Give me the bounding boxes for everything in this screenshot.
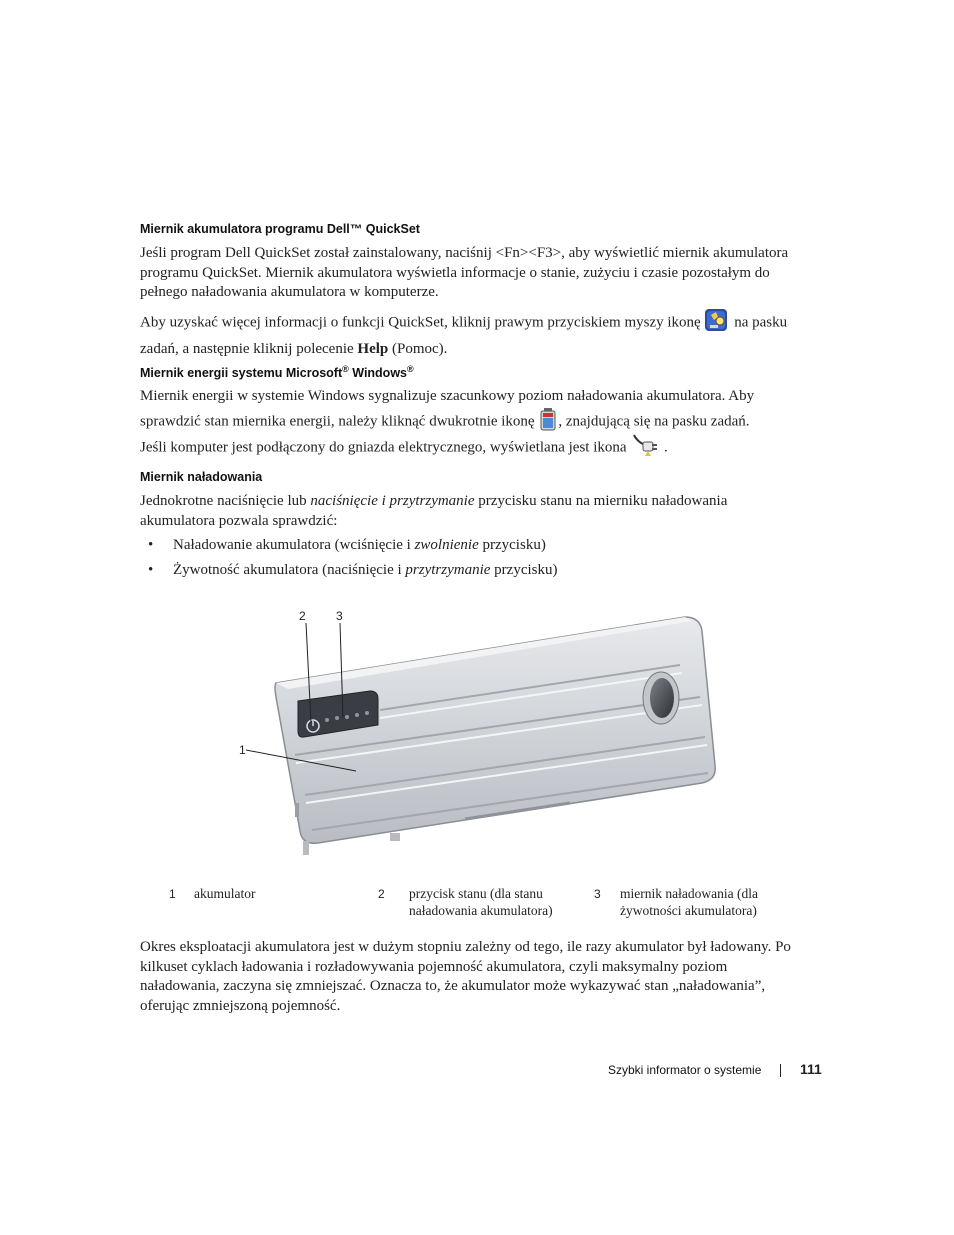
text-segment: Aby uzyskać więcej informacji o funkcji QuickSet, kliknij prawym przyciskiem myszy ikonę (140, 314, 701, 331)
text-segment: (Pomoc). (392, 340, 448, 357)
quickset-icon (704, 307, 730, 340)
italic-segment: naciśnięcie i przytrzymanie (310, 493, 475, 509)
battery-illustration (230, 605, 720, 870)
text-segment: Jeśli komputer jest podłączony do gniazda elektrycznego, wyświetlana jest ikona (140, 439, 627, 456)
text-segment: , znajdującą się na pasku zadań. (558, 413, 750, 430)
legend-num: 2 (378, 887, 385, 901)
text-segment: Żywotność akumulatora (naciśnięcie i (173, 562, 402, 578)
bullet-marker: • (148, 562, 154, 578)
callout-2: 2 (299, 609, 306, 623)
ac-power-icon (630, 432, 660, 465)
ac-power-paragraph (140, 432, 800, 465)
text-segment: Jednokrotne naciśnięcie lub (140, 493, 307, 509)
text-segment: Miernik energii w systemie Windows sygnalizuje szacunkowy poziom naładowania akumulatora. Aby sprawdzić stan miernika energii, należy kliknąć dwukrotnie ikonę (140, 388, 755, 430)
heading-windows-power-meter (140, 364, 414, 380)
text-segment: przycisku stanu na mierniku naładowania akumulatora pozwala sprawdzić: (140, 493, 728, 529)
callout-1: 1 (239, 743, 246, 757)
registered-mark: ® (342, 364, 349, 374)
text-segment: Naładowanie akumulatora (wciśnięcie i (173, 537, 411, 553)
legend-text: akumulator (194, 886, 256, 901)
bullet-marker: • (148, 537, 154, 553)
footer-title: Szybki informator o systemie (608, 1063, 762, 1077)
quickset-help-paragraph (140, 307, 800, 359)
legend-num: 3 (594, 887, 601, 901)
footer-divider (780, 1064, 781, 1077)
battery-figure (230, 605, 720, 870)
italic-segment: przytrzymanie (405, 562, 491, 578)
legend-num: 1 (169, 887, 176, 901)
heading-quickset-meter: Miernik akumulatora programu Dell™ QuickSet (140, 222, 420, 236)
text-segment: przycisku) (482, 537, 546, 553)
registered-mark: ® (407, 364, 414, 374)
italic-segment: zwolnienie (414, 537, 479, 553)
legend-text: przycisk stanu (dla stanu naładowania akumulatora) (409, 886, 553, 918)
callout-3: 3 (336, 609, 343, 623)
text-segment: . (664, 439, 668, 456)
battery-life-paragraph: Okres eksploatacji akumulatora jest w dużym stopniu zależny od tego, ile razy akumulator był ładowany. Po kilkuset cyklach ładowania i rozładowywania pojemność akumulatora, czyli maksymalny poziom naładowania, zaczyna się zmniejszać. Oznacza to, że akumulator może wykazywać stan „naładowania”, oferując zmniejszoną pojemność. (140, 939, 791, 1014)
help-command: Help (357, 340, 389, 357)
heading-text: Miernik energii systemu Microsoft (140, 366, 343, 381)
page-number: 111 (800, 1061, 822, 1077)
text-segment: przycisku) (494, 562, 558, 578)
list-item (173, 562, 557, 579)
legend-text: miernik naładowania (dla żywotności akumulatora) (620, 886, 758, 918)
charge-gauge-paragraph (140, 492, 800, 531)
heading-text: Windows (348, 366, 407, 381)
heading-charge-gauge: Miernik naładowania (140, 470, 263, 484)
text-segment: na pasku zadań, a następnie kliknij polecenie (140, 314, 788, 357)
windows-meter-paragraph (140, 387, 800, 437)
list-item (173, 537, 546, 554)
quickset-paragraph: Jeśli program Dell QuickSet został zainstalowany, naciśnij <Fn><F3>, aby wyświetlić miernik akumulatora programu QuickSet. Miernik akumulatora wyświetla informacje o stanie, zużyciu i czasie pozostałym do pełnego naładowania akumulatora w komputerze. (140, 245, 789, 300)
